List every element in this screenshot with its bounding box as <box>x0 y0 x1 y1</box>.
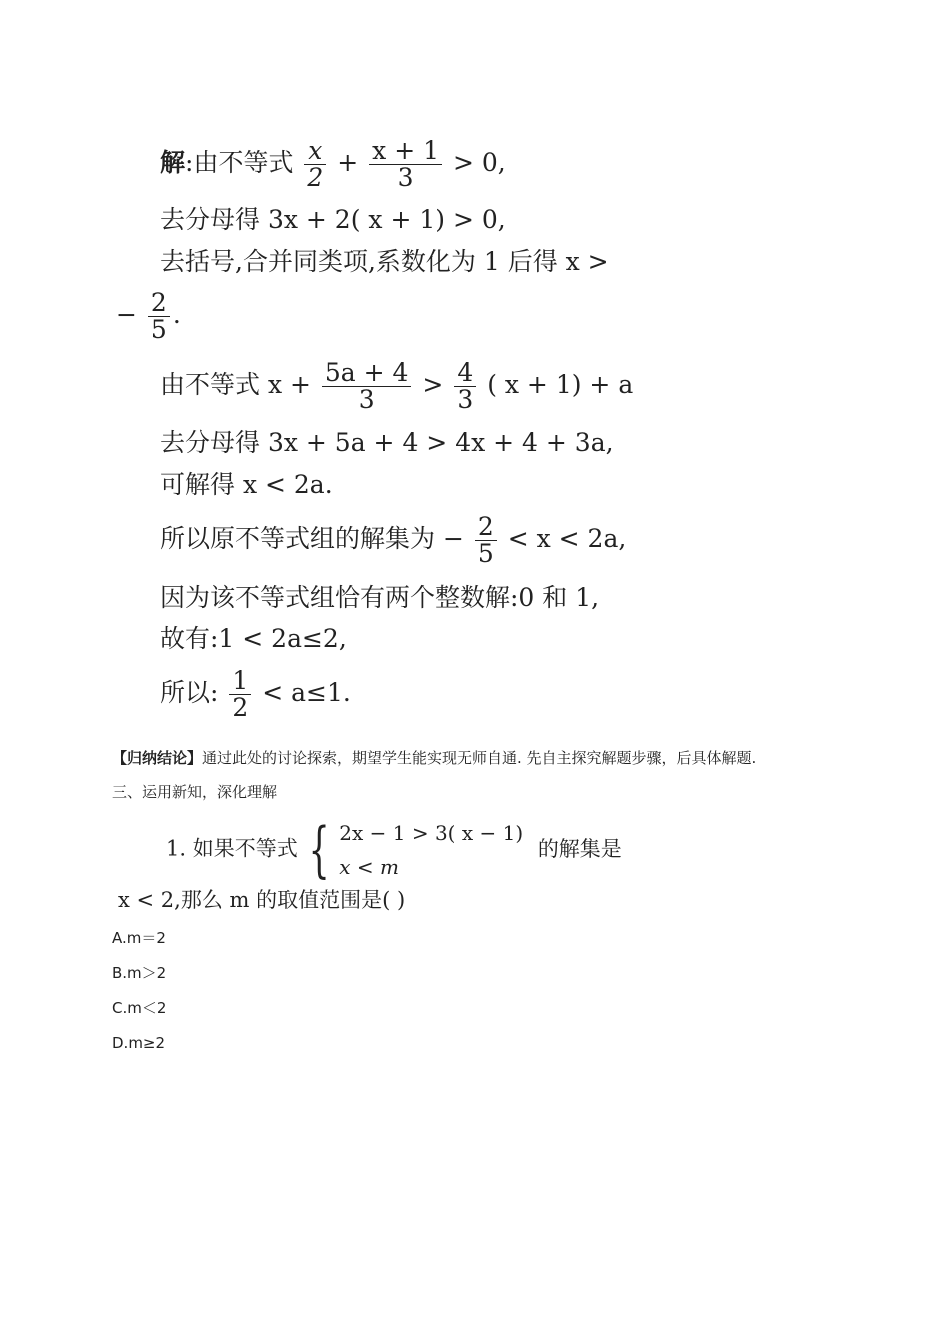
option-c: C.m＜2 <box>112 999 167 1017</box>
fraction-denominator: 2 <box>232 693 249 722</box>
left-brace-icon: { <box>308 815 331 885</box>
system-row-2: x < m <box>339 855 399 879</box>
text-segment: ( x + 1) + a <box>487 370 634 399</box>
fraction <box>369 138 442 191</box>
text-segment: > 0, <box>452 148 506 177</box>
option-b: B.m＞2 <box>112 964 167 982</box>
text-segment: < x < 2a, <box>507 524 627 553</box>
fraction-numerator: 1 <box>229 668 251 695</box>
solution-line-3: 去括号,合并同类项,系数化为 1 后得 x > <box>160 247 609 276</box>
fraction <box>229 668 251 721</box>
fraction <box>322 360 412 413</box>
text-segment: 所以原不等式组的解集为 − <box>160 524 464 553</box>
text-segment: < a≤1. <box>262 678 351 707</box>
solution-line-5 <box>160 360 633 413</box>
conclusion-tag: 【归纳结论】 <box>112 749 203 767</box>
solution-line-8 <box>160 514 626 567</box>
fraction-numerator: 4 <box>454 360 476 387</box>
section-heading: 三、运用新知，深化理解 <box>112 783 278 801</box>
minus-sign: − <box>116 300 137 329</box>
fraction-numerator: 5a + 4 <box>322 360 412 387</box>
fraction-denominator: 3 <box>397 163 414 192</box>
text-segment: . <box>172 300 181 329</box>
text-segment: :由不等式 <box>185 148 294 177</box>
question-suffix: 的解集是 <box>537 836 622 861</box>
system-row-1: 2x − 1 > 3( x − 1) <box>339 821 524 845</box>
question-line-2: x < 2,那么 m 的取值范围是( ) <box>118 888 406 912</box>
fraction <box>304 138 326 191</box>
solution-line-9: 因为该不等式组恰有两个整数解:0 和 1, <box>160 583 600 612</box>
conclusion-text: 通过此处的讨论探索，期望学生能实现无师自通. 先自主探究解题步骤，后具体解题. <box>202 749 757 767</box>
text-segment: > <box>422 370 444 399</box>
solution-line-1 <box>160 138 506 191</box>
fraction-numerator: x <box>304 138 326 165</box>
solution-line-10: 故有:1 < 2a≤2, <box>160 624 347 653</box>
solution-line-4 <box>116 290 181 343</box>
fraction-denominator: 3 <box>457 385 474 414</box>
plus-sign: + <box>337 148 359 177</box>
solution-line-7: 可解得 x < 2a. <box>160 470 333 499</box>
solution-line-6: 去分母得 3x + 5a + 4 > 4x + 4 + 3a, <box>160 428 614 457</box>
fraction-numerator: 2 <box>148 290 170 317</box>
conclusion-line <box>112 748 756 768</box>
text-segment: 所以: <box>160 678 219 707</box>
inequality-system <box>339 816 523 884</box>
fraction <box>475 514 497 567</box>
fraction-denominator: 5 <box>150 315 167 344</box>
question-prefix: 1. 如果不等式 <box>166 836 298 861</box>
fraction-numerator: x + 1 <box>369 138 442 165</box>
solution-line-2: 去分母得 3x + 2( x + 1) > 0, <box>160 205 506 234</box>
fraction-denominator: 5 <box>477 539 494 568</box>
question-line-1 <box>166 816 622 884</box>
fraction-denominator: 2 <box>307 163 324 192</box>
fraction-denominator: 3 <box>358 385 375 414</box>
text-segment: 由不等式 x + <box>160 370 311 399</box>
option-a: A.m＝2 <box>112 929 166 947</box>
fraction-numerator: 2 <box>475 514 497 541</box>
solution-line-11 <box>160 668 351 721</box>
fraction <box>454 360 476 413</box>
solution-label: 解 <box>160 148 186 177</box>
option-d: D.m≥2 <box>112 1034 166 1052</box>
fraction <box>148 290 170 343</box>
